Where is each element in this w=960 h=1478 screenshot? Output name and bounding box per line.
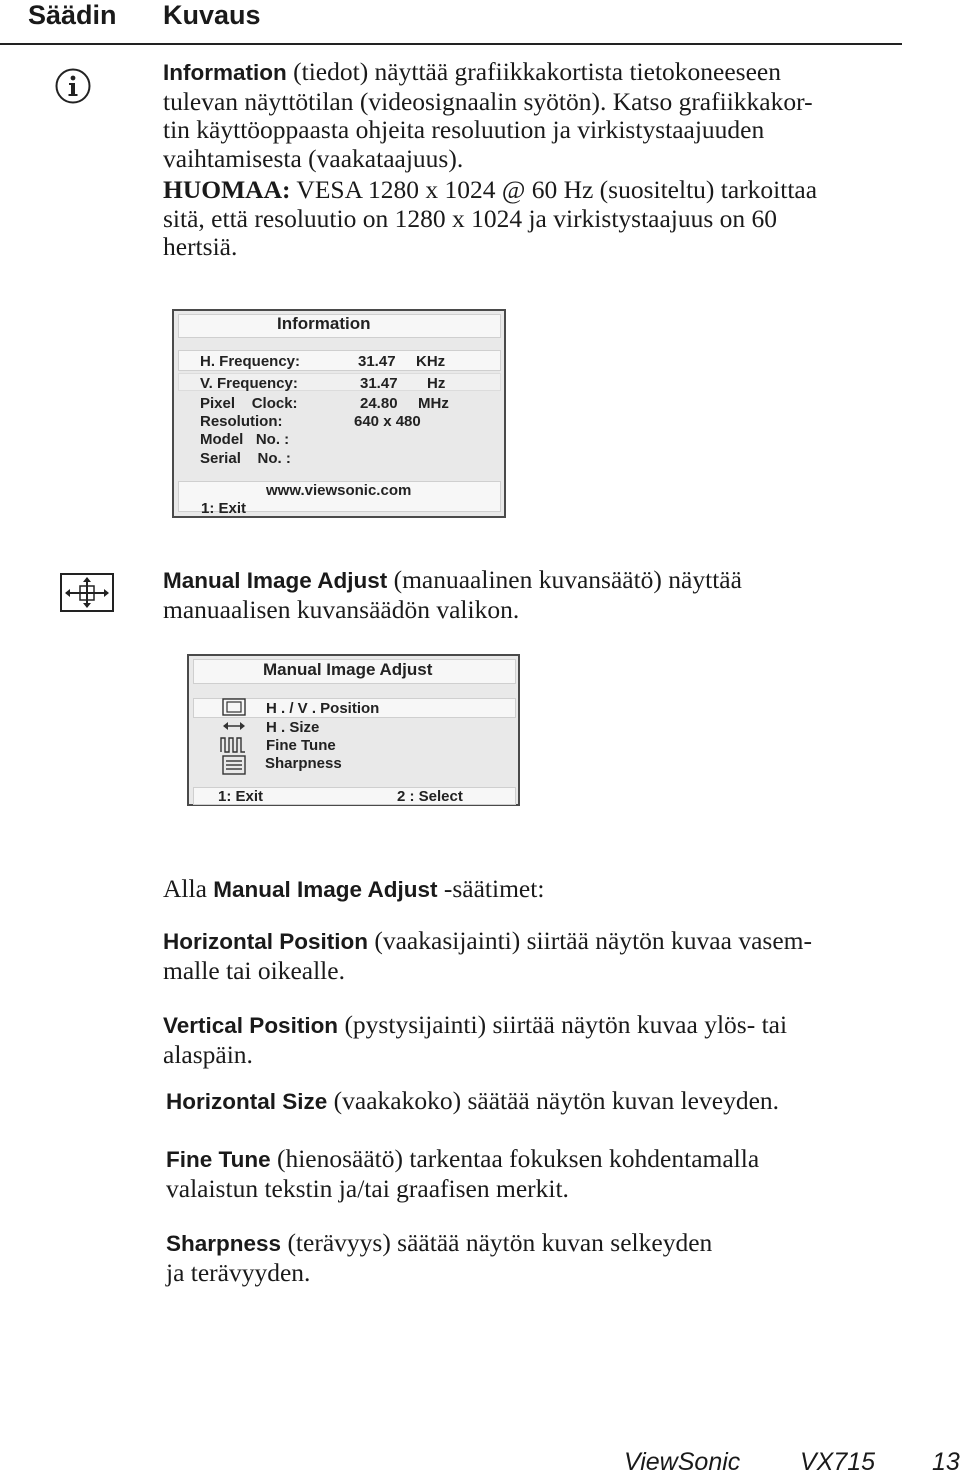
fine-term: Fine Tune [166, 1147, 271, 1172]
sharp-line1: (terävyys) säätää näytön kuvan selkeyden [281, 1228, 713, 1257]
mia-line2: manuaalisen kuvansäädön valikon. [163, 594, 520, 624]
osd-menu-item: H . Size [266, 719, 320, 736]
info-line1: (tiedot) näyttää grafiikkakortista tietokoneeseen [286, 57, 781, 86]
fine-line2: valaistun tekstin ja/tai graafisen merkit. [166, 1173, 569, 1203]
osd-unit: KHz [416, 353, 446, 370]
sharp-line2: ja terävyyden. [166, 1257, 311, 1287]
note-line3: hertsiä. [163, 232, 238, 261]
info-icon [55, 68, 91, 104]
note-label: HUOMAA: [163, 175, 291, 204]
fine-tune-description [166, 1145, 886, 1203]
hpos-term: Horizontal Position [163, 929, 368, 954]
mia-term: Manual Image Adjust [163, 568, 388, 593]
osd-url: www.viewsonic.com [266, 482, 412, 499]
osd-label: Model No. : [200, 431, 290, 448]
osd-value: 640 x 480 [354, 413, 421, 430]
osd-unit: MHz [418, 395, 449, 412]
hpos-line2: malle tai oikealle. [163, 955, 345, 985]
info-description [163, 58, 883, 173]
intro-pre: Alla [163, 874, 214, 903]
horizontal-position-description [163, 927, 883, 985]
information-osd-panel [172, 309, 506, 518]
osd-menu-item: H . / V . Position [266, 700, 380, 717]
sharpness-icon [222, 755, 246, 775]
controls-intro [163, 875, 883, 905]
intro-post: -säätimet: [437, 874, 545, 903]
sharpness-description [166, 1229, 886, 1287]
horizontal-size-description [166, 1087, 886, 1117]
manual-image-adjust-icon [60, 573, 114, 613]
column-header-control: Säädin [28, 0, 117, 30]
osd-label: Serial No. : [200, 450, 291, 467]
osd-menu-item: Sharpness [265, 755, 342, 772]
intro-term: Manual Image Adjust [213, 877, 438, 902]
osd-exit: 1: Exit [201, 500, 247, 517]
column-header-description: Kuvaus [163, 0, 261, 30]
mia-line1: (manuaalinen kuvansäätö) näyttää [387, 565, 742, 594]
hpos-line1: (vaakasijainti) siirtää näytön kuvaa vasem- [368, 926, 812, 955]
mia-description [163, 566, 883, 624]
vpos-term: Vertical Position [163, 1013, 339, 1038]
osd-label: V. Frequency: [200, 375, 298, 392]
footer-brand: ViewSonic [624, 1448, 741, 1476]
note-line2: sitä, että resoluutio on 1280 x 1024 ja virkistystaajuus on 60 [163, 203, 778, 233]
osd-select: 2 : Select [397, 788, 463, 805]
footer-model: VX715 [800, 1448, 876, 1476]
osd-value: 24.80 [360, 395, 398, 412]
osd-unit: Hz [427, 375, 446, 392]
fine-tune-icon [220, 736, 246, 754]
osd-exit: 1: Exit [218, 788, 264, 805]
vertical-position-description [163, 1011, 883, 1069]
header-rule [0, 43, 902, 45]
fine-line1: (hienosäätö) tarkentaa fokuksen kohdentamalla [270, 1144, 760, 1173]
osd-label: Pixel Clock: [200, 395, 298, 412]
hsize-term: Horizontal Size [166, 1089, 328, 1114]
osd-value: 31.47 [358, 353, 396, 370]
osd-label: Resolution: [200, 413, 283, 430]
page-number: 13 [932, 1448, 960, 1476]
sharp-term: Sharpness [166, 1231, 282, 1256]
info-term: Information [163, 60, 287, 85]
size-icon [222, 718, 246, 734]
info-line4: vaihtamisesta (vaakataajuus). [163, 143, 464, 173]
osd-title: Information [277, 314, 371, 333]
info-note [163, 176, 883, 262]
hsize-line1: (vaakakoko) säätää näytön kuvan leveyden. [327, 1086, 780, 1115]
position-icon [222, 698, 246, 716]
osd-menu-item: Fine Tune [266, 737, 336, 754]
info-line2: tulevan näyttötilan (videosignaalin syötön). Katso grafiikkakor- [163, 86, 813, 116]
manual-image-adjust-osd-panel [187, 654, 520, 806]
osd-label: H. Frequency: [200, 353, 301, 370]
osd-title: Manual Image Adjust [263, 660, 433, 679]
osd-value: 31.47 [360, 375, 398, 392]
vpos-line1: (pystysijainti) siirtää näytön kuvaa ylös- tai [338, 1010, 788, 1039]
vpos-line2: alaspäin. [163, 1039, 253, 1069]
info-line3: tin käyttöoppaasta ohjeita resoluution ja virkistystaajuuden [163, 115, 765, 144]
note-line1: VESA 1280 x 1024 @ 60 Hz (suositeltu) tarkoittaa [290, 175, 818, 204]
